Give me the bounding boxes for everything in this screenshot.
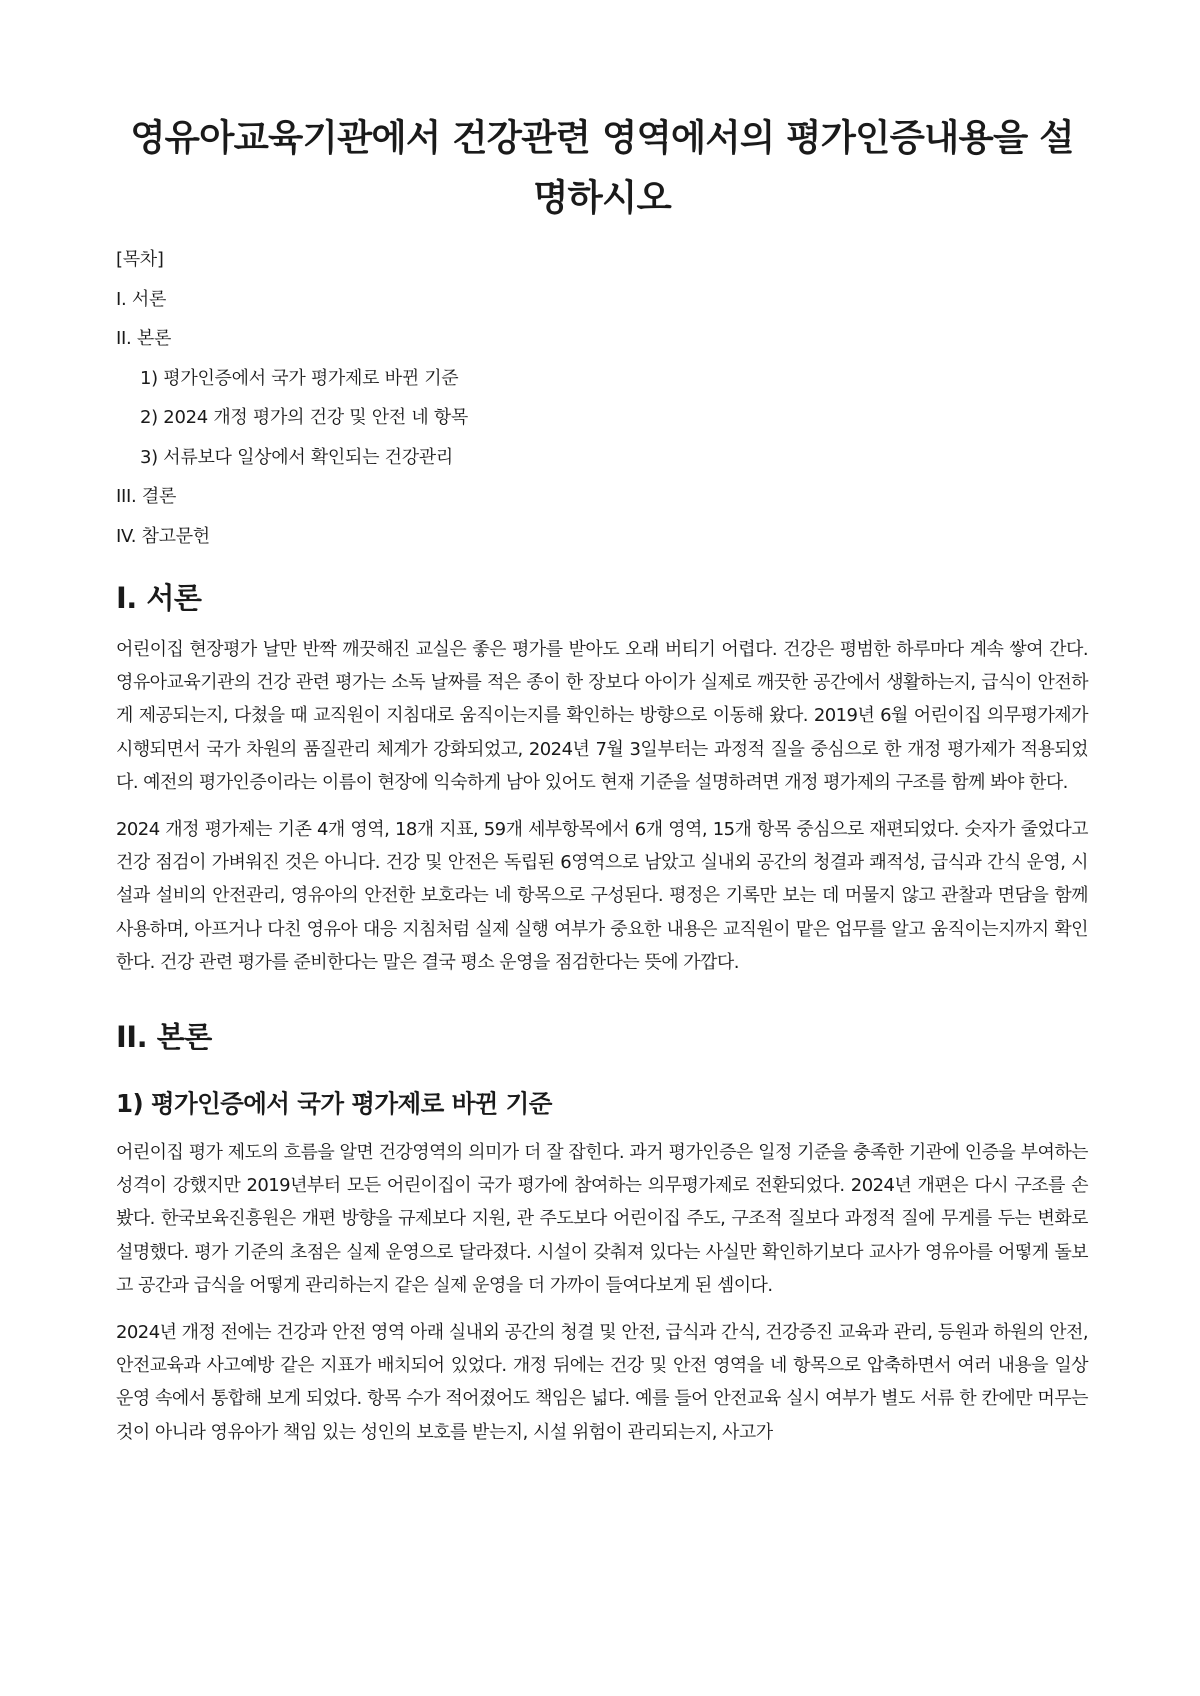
toc-item-sub1: 1) 평가인증에서 국가 평가제로 바뀐 기준 xyxy=(140,367,459,389)
section-heading-intro: I. 서론 xyxy=(116,581,202,615)
toc-heading: [목차] xyxy=(116,249,164,270)
paragraph: 어린이집 현장평가 날만 반짝 깨끗해진 교실은 좋은 평가를 받아도 오래 버티기 어렵다. 건강은 평범한 하루마다 계속 쌓여 간다. 영유아교육기관의 건강 관련 평가는 소독 날짜를 적은 종이 한 장보다 아이가 실제로 깨끗한 공간에서 생활하는지, 급식이 안전하게 제공되는지, 다쳤을 때 교직원이 지침대로 움직이는지를 확인하는 방향으로 이동해 왔다. 2019년 6월 어린이집 의무평가제가 시행되면서 국가 차원의 품질관리 체계가 강화되었고, 2024년 7월 3일부터는 과정적 질을 중심으로 한 개정 평가제가 적용되었다. 예전의 평가인증이라는 이름이 현장에 익숙하게 남아 있어도 현재 기준을 설명하려면 개정 평가제의 구조를 함께 봐야 한다. xyxy=(116,639,1088,793)
paragraph: 2024년 개정 전에는 건강과 안전 영역 아래 실내외 공간의 청결 및 안전, 급식과 간식, 건강증진 교육과 관리, 등원과 하원의 안전, 안전교육과 사고예방 같은 지표가 배치되어 있었다. 개정 뒤에는 건강 및 안전 영역을 네 항목으로 압축하면서 여러 내용을 일상 운영 속에서 통합해 보게 되었다. 항목 수가 적어졌어도 책임은 넓다. 예를 들어 안전교육 실시 여부가 별도 서류 한 칸에만 머무는 것이 아니라 영유아가 책임 있는 성인의 보호를 받는지, 시설 위험이 관리되는지, 사고가 xyxy=(116,1322,1088,1443)
subsection-heading-1: 1) 평가인증에서 국가 평가제로 바뀐 기준 xyxy=(116,1089,552,1119)
toc-item-sub3: 3) 서류보다 일상에서 확인되는 건강관리 xyxy=(140,446,453,468)
toc-item-sub2: 2) 2024 개정 평가의 건강 및 안전 네 항목 xyxy=(140,407,468,428)
toc-item-intro: I. 서론 xyxy=(116,288,167,310)
toc-item-references: IV. 참고문헌 xyxy=(116,525,210,547)
table-of-contents xyxy=(116,250,1088,566)
section-heading-body: II. 본론 xyxy=(116,1020,212,1055)
toc-item-body: II. 본론 xyxy=(116,328,172,349)
document-title: 영유아교육기관에서 건강관련 영역에서의 평가인증내용을 설명하시오 xyxy=(130,116,1074,219)
paragraph: 어린이집 평가 제도의 흐름을 알면 건강영역의 의미가 더 잘 잡힌다. 과거 평가인증은 일정 기준을 충족한 기관에 인증을 부여하는 성격이 강했지만 2019년부터 모든 어린이집이 국가 평가에 참여하는 의무평가제로 전환되었다. 2024년 개편은 다시 구조를 손봤다. 한국보육진흥원은 개편 방향을 규제보다 지원, 관 주도보다 어린이집 주도, 구조적 질보다 과정적 질에 무게를 두는 변화로 설명했다. 평가 기준의 초점은 실제 운영으로 달라졌다. 시설이 갖춰져 있다는 사실만 확인하기보다 교사가 영유아를 어떻게 돌보고 공간과 급식을 어떻게 관리하는지 같은 실제 운영을 더 가까이 들여다보게 된 셈이다. xyxy=(116,1142,1088,1296)
document-page xyxy=(116,108,1088,1449)
toc-item-conclusion: III. 결론 xyxy=(116,486,177,507)
paragraph: 2024 개정 평가제는 기존 4개 영역, 18개 지표, 59개 세부항목에서 6개 영역, 15개 항목 중심으로 재편되었다. 숫자가 줄었다고 건강 점검이 가벼워진 것은 아니다. 건강 및 안전은 독립된 6영역으로 남았고 실내외 공간의 청결과 쾌적성, 급식과 간식 운영, 시설과 설비의 안전관리, 영유아의 안전한 보호라는 네 항목으로 구성된다. 평정은 기록만 보는 데 머물지 않고 관찰과 면담을 함께 사용하며, 아프거나 다친 영유아 대응 지침처럼 실제 실행 여부가 중요한 내용은 교직원이 맡은 업무를 알고 움직이는지까지 확인한다. 건강 관련 평가를 준비한다는 말은 결국 평소 운영을 점검한다는 뜻에 가깝다. xyxy=(116,819,1088,973)
